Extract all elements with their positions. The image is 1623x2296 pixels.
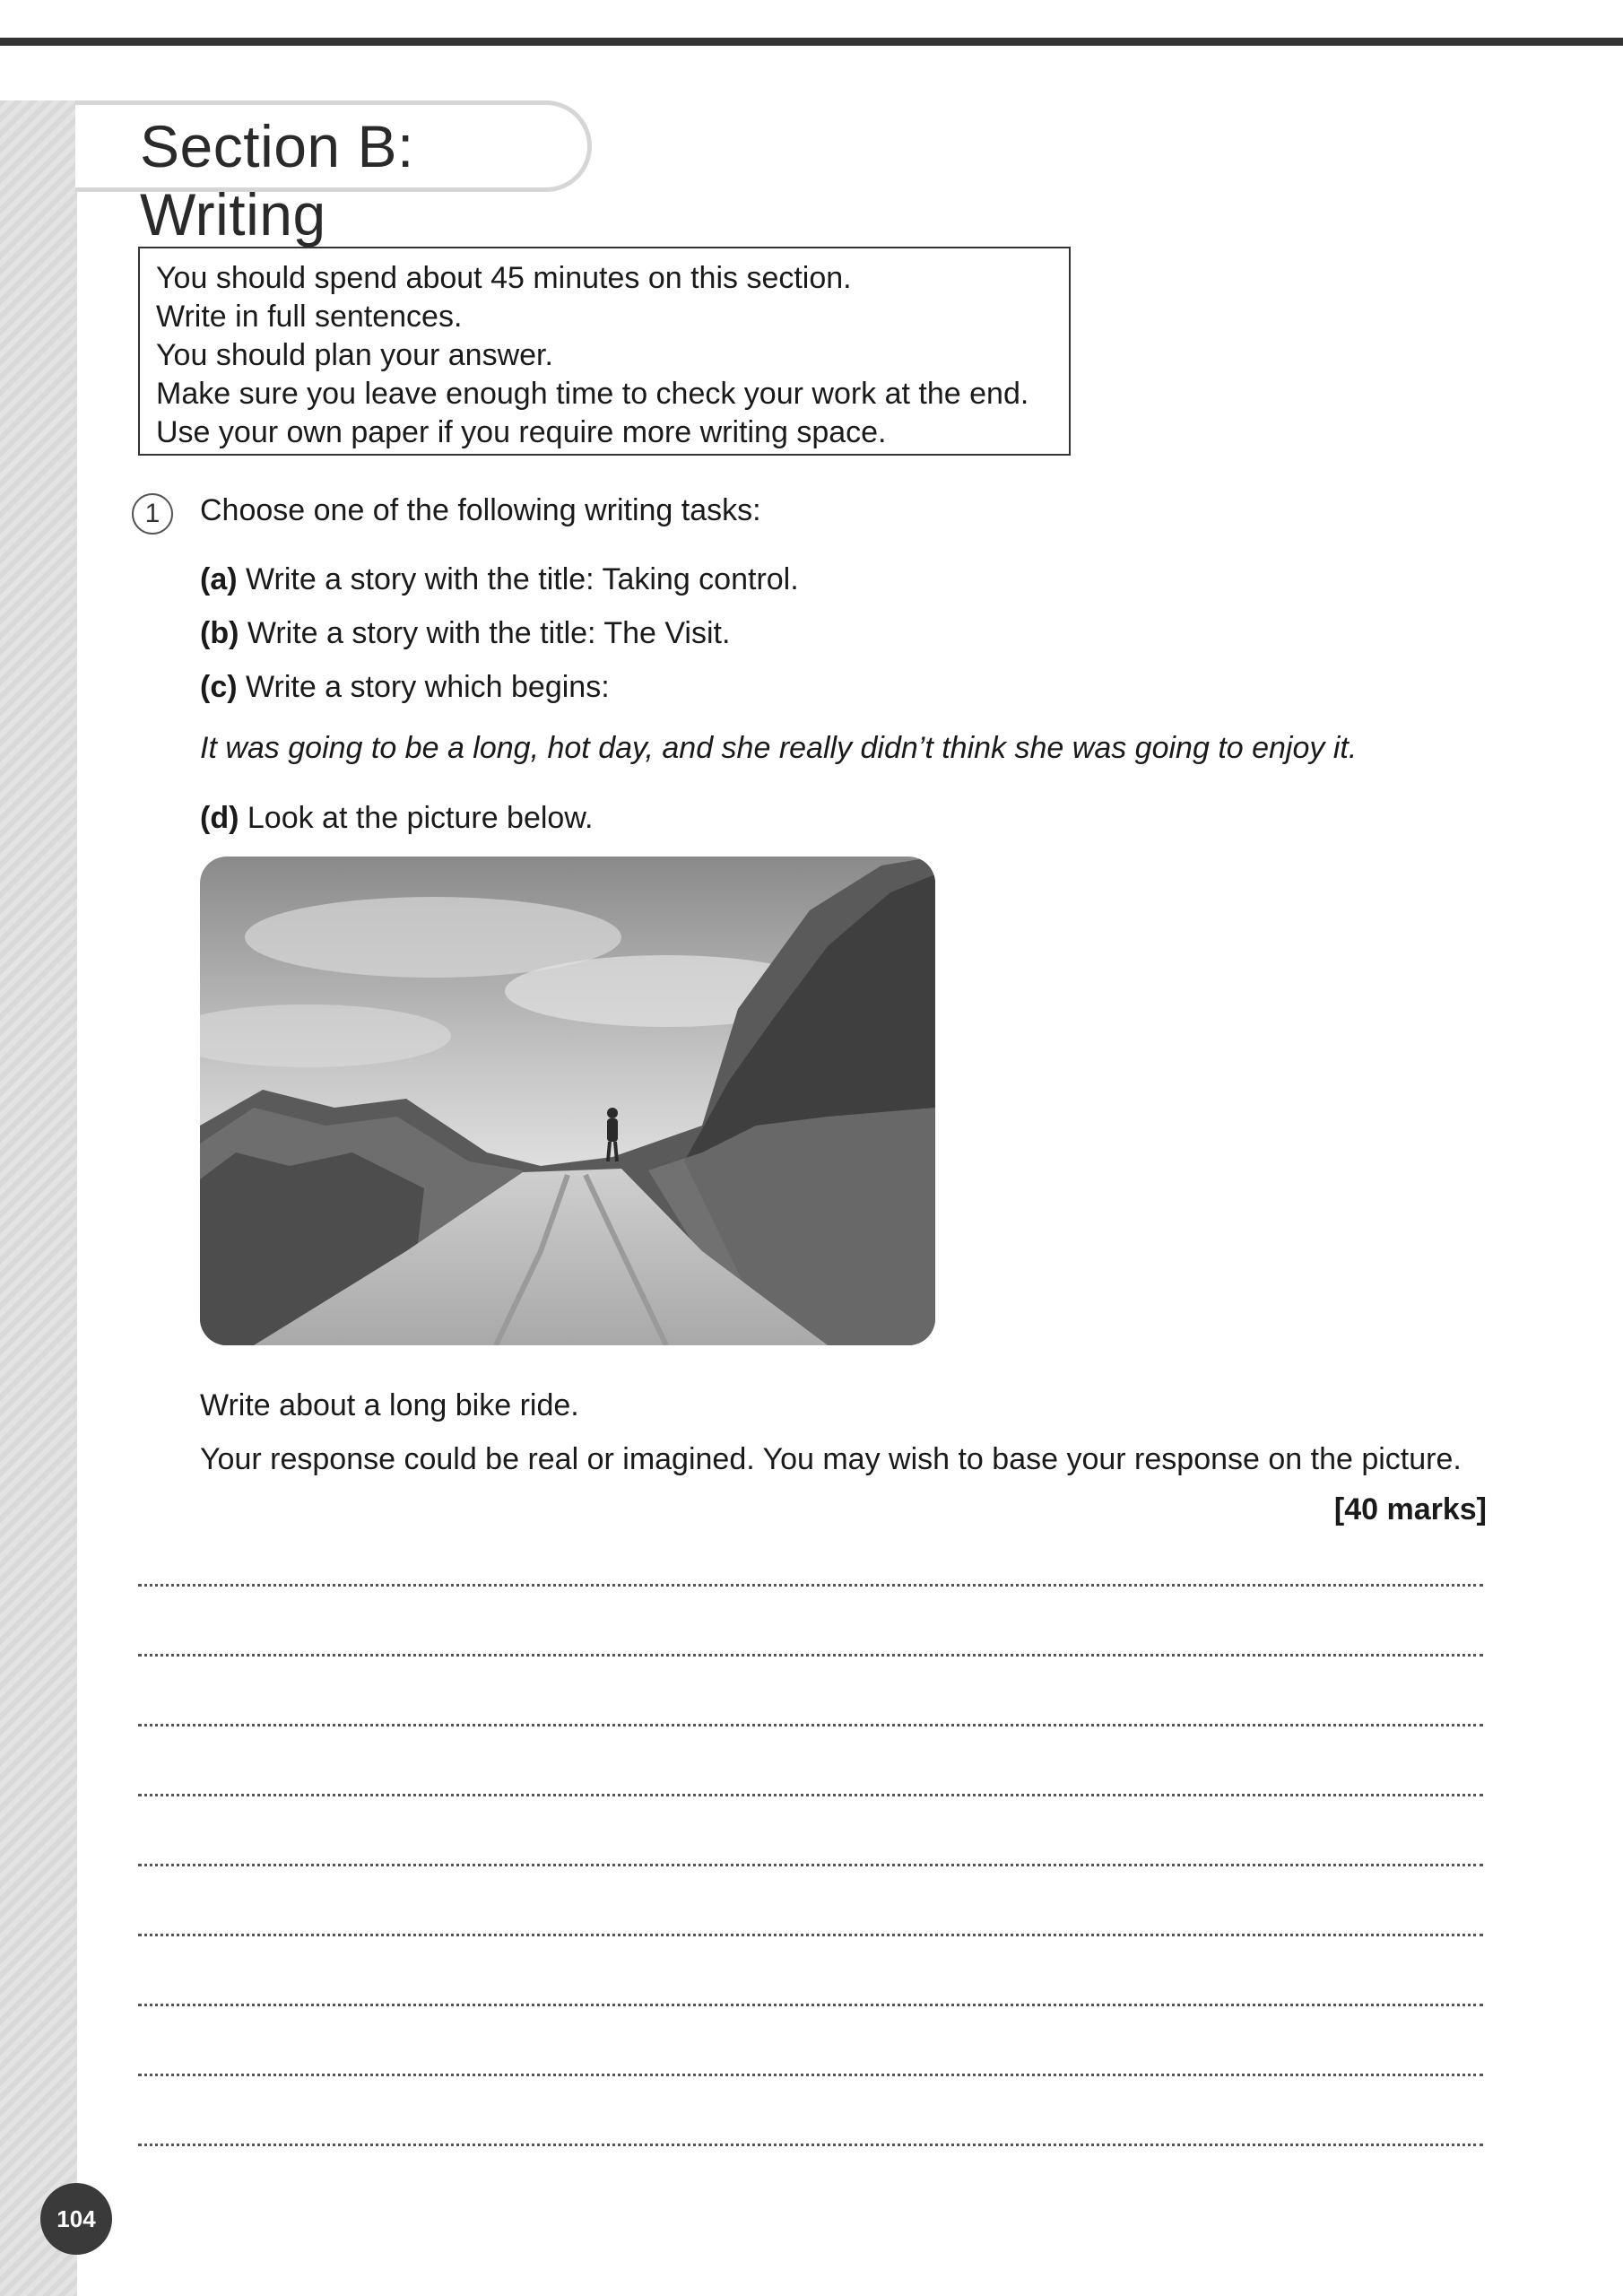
task-d-label: (d) <box>200 801 239 835</box>
task-a-text: Write a story with the title: Taking control. <box>246 562 799 596</box>
question-number: 1 <box>132 493 173 535</box>
answer-line[interactable] <box>138 2004 1483 2006</box>
section-title: Section B: Writing <box>140 113 414 248</box>
answer-line[interactable] <box>138 1654 1483 1657</box>
task-b <box>200 616 730 651</box>
answer-line[interactable] <box>138 1724 1483 1726</box>
answer-line[interactable] <box>138 2144 1483 2146</box>
instruction-line: Write in full sentences. <box>156 300 463 334</box>
response-note: Your response could be real or imagined. You may wish to base your response on the picture. <box>200 1442 1462 1476</box>
task-b-text: Write a story with the title: The Visit. <box>247 616 731 650</box>
page-number: 104 <box>40 2183 112 2255</box>
section-tab <box>75 100 592 248</box>
task-a-label: (a) <box>200 562 238 596</box>
instruction-line: Use your own paper if you require more writing space. <box>156 415 887 449</box>
answer-line[interactable] <box>138 1584 1483 1587</box>
marks-label: [40 marks] <box>1333 1492 1487 1526</box>
task-c <box>200 670 610 705</box>
answer-line[interactable] <box>138 2074 1483 2076</box>
answer-line[interactable] <box>138 1934 1483 1936</box>
bike-ride-photo <box>200 857 935 1345</box>
task-d <box>200 801 593 836</box>
task-b-label: (b) <box>200 616 239 650</box>
opening-line: It was going to be a long, hot day, and she really didn’t think she was going to enjoy it. <box>200 731 1358 765</box>
answer-line[interactable] <box>138 1794 1483 1796</box>
top-rule <box>0 38 1623 46</box>
instruction-line: You should plan your answer. <box>156 338 553 372</box>
task-a <box>200 562 799 597</box>
task-c-text: Write a story which begins: <box>246 670 610 704</box>
answer-line[interactable] <box>138 1864 1483 1866</box>
task-c-label: (c) <box>200 670 238 704</box>
side-strip <box>0 100 77 2296</box>
instruction-line: Make sure you leave enough time to check your work at the end. <box>156 377 1029 411</box>
question-prompt: Choose one of the following writing tasks: <box>200 493 761 527</box>
task-d-text: Look at the picture below. <box>247 801 594 835</box>
picture-follow-up: Write about a long bike ride. <box>200 1388 579 1422</box>
instruction-line: You should spend about 45 minutes on this section. <box>156 261 852 295</box>
instruction-box <box>138 247 1071 456</box>
